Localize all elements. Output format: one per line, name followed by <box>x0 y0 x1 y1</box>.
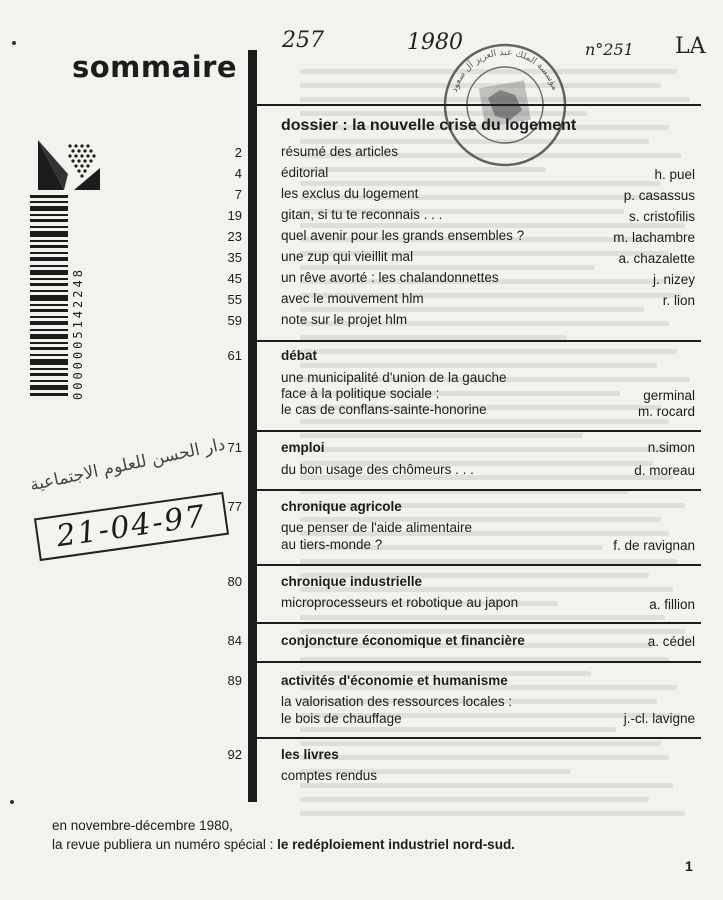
activites-line[interactable]: le bois de chauffage <box>281 711 402 726</box>
section-divider <box>257 622 701 624</box>
entry-title[interactable]: les exclus du logement <box>281 186 419 201</box>
dossier-heading: dossier : la nouvelle crise du logement <box>281 117 577 134</box>
entry-title[interactable]: avec le mouvement hlm <box>281 291 424 306</box>
activites-line[interactable]: la valorisation des ressources locales : <box>281 694 513 709</box>
industrielle-line[interactable]: microprocesseurs et robotique au japon <box>281 595 519 610</box>
emploi-page: 71 <box>227 440 242 455</box>
conjoncture-page: 84 <box>227 633 242 648</box>
entry-title[interactable]: une zup qui vieillit mal <box>281 249 414 264</box>
debat-heading: débat <box>281 348 318 363</box>
emploi-author: n.simon <box>647 440 695 455</box>
debat-author: m. rocard <box>637 404 695 419</box>
debat-author: germinal <box>643 388 695 403</box>
entry-page: 23 <box>227 229 242 244</box>
conjoncture-heading[interactable]: conjoncture économique et financière <box>281 633 525 648</box>
livres-heading: les livres <box>281 747 339 762</box>
entry-title[interactable]: éditorial <box>281 165 329 180</box>
agricole-page: 77 <box>227 499 242 514</box>
entry-author: s. cristofilis <box>628 209 695 224</box>
entry-page: 55 <box>227 292 242 307</box>
arabic-stamp-text: دار الحسن للعلوم الاجتماعية <box>28 434 228 496</box>
entry-author: h. puel <box>654 167 695 182</box>
conjoncture-author: a. cédel <box>647 634 695 649</box>
handwritten-issue: n°251 <box>585 40 634 59</box>
entry-title[interactable]: résumé des articles <box>281 144 399 159</box>
agricole-heading: chronique agricole <box>281 499 402 514</box>
section-divider <box>257 430 701 432</box>
handwritten-code: LA <box>675 34 706 59</box>
agricole-author: f. de ravignan <box>613 538 695 553</box>
handwritten-number: 257 <box>282 28 324 53</box>
section-divider <box>257 489 701 491</box>
activites-author: j.-cl. lavigne <box>623 711 695 726</box>
section-divider <box>257 737 701 739</box>
date-stamp: 21-04-97 <box>34 492 229 561</box>
livres-line[interactable]: comptes rendus <box>281 768 378 783</box>
emploi-line[interactable]: du bon usage des chômeurs . . . <box>281 462 474 477</box>
section-divider <box>257 564 701 566</box>
livres-page: 92 <box>227 747 242 762</box>
debat-line[interactable]: le cas de conflans-sainte-honorine <box>281 402 487 417</box>
entry-author: j. nizey <box>652 272 695 287</box>
section-divider <box>257 104 701 106</box>
section-divider <box>257 661 701 663</box>
entry-title[interactable]: note sur le projet hlm <box>281 312 408 327</box>
activites-page: 89 <box>227 673 242 688</box>
entry-page: 7 <box>234 187 242 202</box>
page-title: sommaire <box>72 50 238 84</box>
entry-author: a. chazalette <box>618 251 695 266</box>
entry-title[interactable]: gitan, si tu te reconnais . . . <box>281 207 443 222</box>
barcode-digits: 0000005142248 <box>71 267 85 400</box>
debat-page: 61 <box>227 348 242 363</box>
activites-heading: activités d'économie et humanisme <box>281 673 508 688</box>
footer-text: la revue publiera un numéro spécial : <box>52 837 274 852</box>
barcode-icon <box>30 195 106 400</box>
industrielle-author: a. fillion <box>649 597 695 612</box>
industrielle-heading: chronique industrielle <box>281 574 423 589</box>
section-divider <box>257 340 701 342</box>
agricole-line[interactable]: que penser de l'aide alimentaire <box>281 520 472 535</box>
entry-author: m. lachambre <box>613 230 695 245</box>
vertical-rule <box>248 50 257 802</box>
seal-text: مؤسسة الملك عبد العزيز آل سعود <box>449 47 560 94</box>
entry-page: 59 <box>227 313 242 328</box>
page-number: 1 <box>685 858 693 874</box>
footer-line <box>52 835 515 854</box>
entry-author: r. lion <box>662 293 695 308</box>
publisher-logo-icon <box>38 138 100 190</box>
entry-page: 19 <box>227 208 242 223</box>
entry-author: p. casassus <box>623 188 695 203</box>
binding-hole-mark <box>12 41 16 45</box>
entry-page: 45 <box>227 271 242 286</box>
entry-page: 35 <box>227 250 242 265</box>
footer-announcement <box>52 816 515 854</box>
agricole-line[interactable]: au tiers-monde ? <box>281 537 383 552</box>
emploi-author: d. moreau <box>634 463 695 478</box>
debat-line[interactable]: face à la politique sociale : <box>281 386 440 401</box>
industrielle-page: 80 <box>227 574 242 589</box>
entry-page: 2 <box>234 145 242 160</box>
entry-title[interactable]: un rêve avorté : les chalandonnettes <box>281 270 499 285</box>
footer-highlight: le redéploiement industriel nord-sud. <box>277 837 515 852</box>
footer-line: en novembre-décembre 1980, <box>52 818 233 833</box>
debat-line[interactable]: une municipalité d'union de la gauche <box>281 370 507 385</box>
handwritten-year: 1980 <box>407 30 463 55</box>
entry-title[interactable]: quel avenir pour les grands ensembles ? <box>281 228 525 243</box>
entry-page: 4 <box>234 166 242 181</box>
emploi-heading: emploi <box>281 440 325 455</box>
binding-hole-mark <box>10 800 14 804</box>
